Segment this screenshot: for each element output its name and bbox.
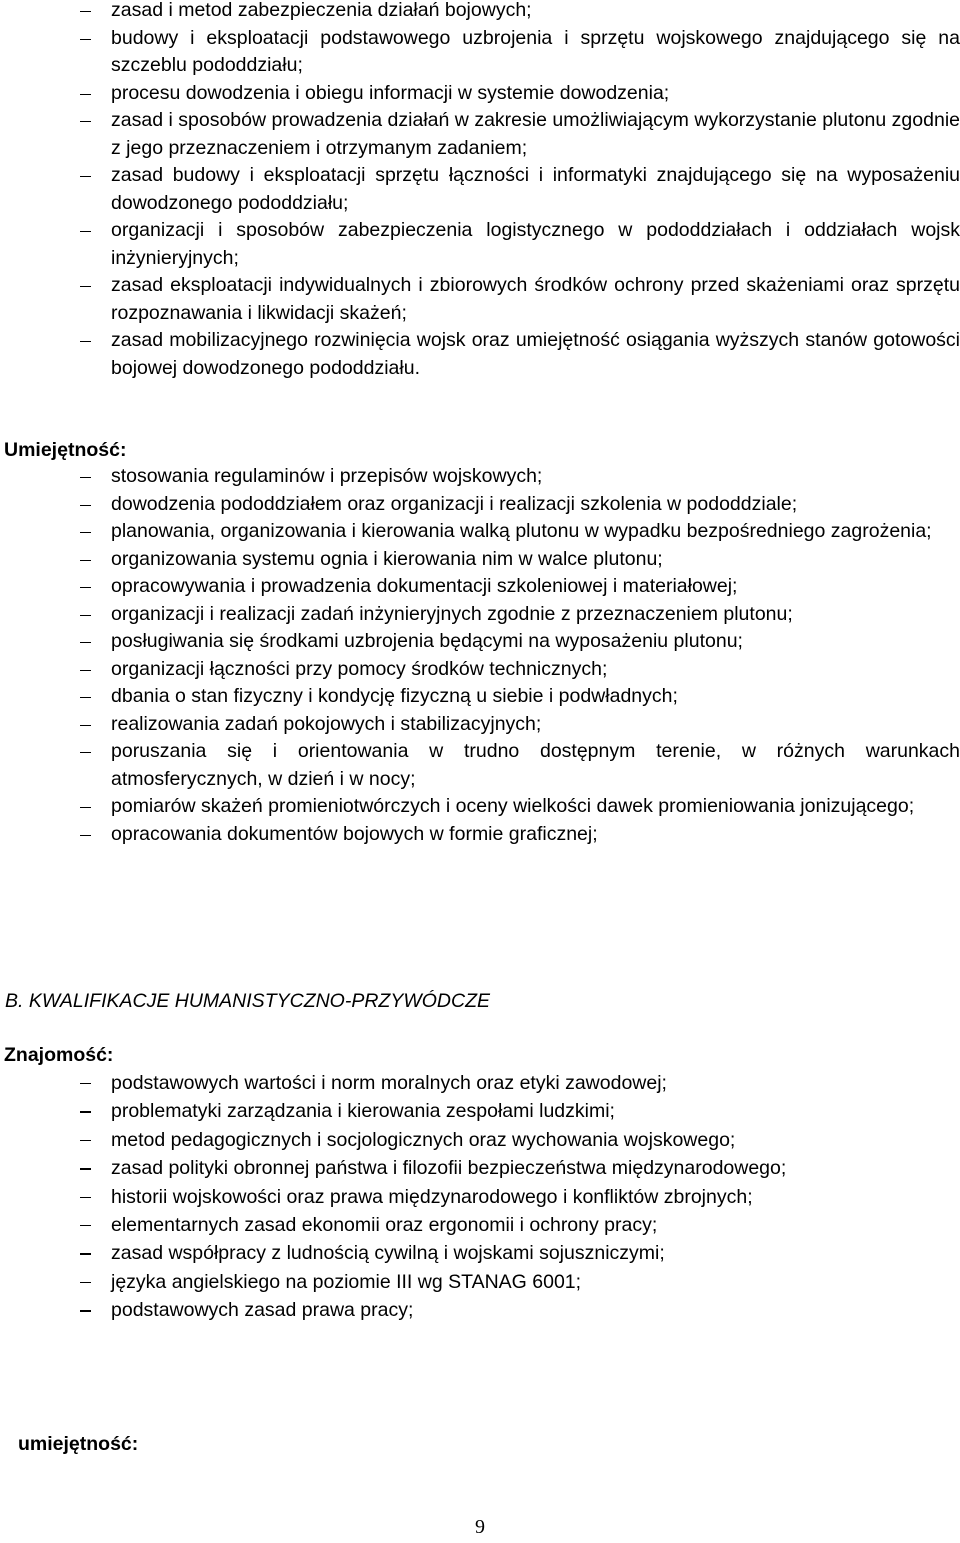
list-item bbox=[0, 1097, 960, 1125]
dash-bullet-icon bbox=[80, 807, 91, 808]
list-item bbox=[0, 628, 960, 656]
dash-bullet-icon bbox=[80, 1253, 91, 1254]
dash-bullet-icon bbox=[80, 1197, 91, 1198]
dash-bullet-icon bbox=[80, 231, 91, 232]
list-item-text: dbania o stan fizyczny i kondycję fizyczną u siebie i podwładnych; bbox=[111, 685, 678, 707]
list-item bbox=[0, 738, 960, 793]
knowledge-heading: Znajomość: bbox=[4, 1044, 114, 1066]
list-item bbox=[0, 711, 960, 739]
skills-heading: Umiejętność: bbox=[4, 439, 127, 461]
list-item bbox=[0, 0, 960, 25]
list-item bbox=[0, 1154, 960, 1182]
dash-bullet-icon bbox=[80, 505, 91, 506]
list-item-text: organizacji i sposobów zabezpieczenia logistycznego w pododdziałach i oddziałach wojsk inżynieryjnych; bbox=[111, 219, 960, 269]
dash-bullet-icon bbox=[80, 1140, 91, 1141]
dash-bullet-icon bbox=[80, 725, 91, 726]
dash-bullet-icon bbox=[80, 697, 91, 698]
list-item bbox=[0, 80, 960, 108]
list-item-text: historii wojskowości oraz prawa międzynarodowego i konfliktów zbrojnych; bbox=[111, 1185, 753, 1208]
list-item-text: języka angielskiego na poziomie III wg STANAG 6001; bbox=[111, 1270, 582, 1293]
list-item bbox=[0, 463, 960, 491]
dash-bullet-icon bbox=[80, 341, 91, 342]
dash-bullet-icon bbox=[80, 1111, 91, 1112]
dash-bullet-icon bbox=[80, 560, 91, 561]
list-item bbox=[0, 1239, 960, 1267]
dash-bullet-icon bbox=[80, 1168, 91, 1169]
list-item-text: poruszania się i orientowania w trudno dostępnym terenie, w różnych warunkach atmosferycznych, w dzień i w nocy; bbox=[111, 740, 960, 790]
list-item-text: opracowywania i prowadzenia dokumentacji szkoleniowej i materiałowej; bbox=[111, 575, 738, 597]
list-item-text: planowania, organizowania i kierowania walką plutonu w wypadku bezpośredniego zagrożenia; bbox=[111, 520, 932, 542]
dash-bullet-icon bbox=[80, 1282, 91, 1283]
list-item-text: elementarnych zasad ekonomii oraz ergonomii i ochrony pracy; bbox=[111, 1214, 658, 1237]
dash-bullet-icon bbox=[80, 615, 91, 616]
dash-bullet-icon bbox=[80, 642, 91, 643]
list-item-text: zasad i sposobów prowadzenia działań w zakresie umożliwiającym wykorzystanie plutonu zgodnie z jego przeznaczeniem i otrzymanym zadaniem; bbox=[111, 109, 960, 159]
list-item-text: organizacji i realizacji zadań inżynieryjnych zgodnie z przeznaczeniem plutonu; bbox=[111, 602, 793, 625]
dash-bullet-icon bbox=[80, 1225, 91, 1226]
list-item-text: zasad i metod zabezpieczenia działań bojowych; bbox=[111, 0, 532, 21]
list-item bbox=[0, 1268, 960, 1296]
list-item-text: stosowania regulaminów i przepisów wojskowych; bbox=[111, 465, 543, 487]
dash-bullet-icon bbox=[80, 670, 91, 671]
skills-lower-heading: umiejętność: bbox=[18, 1433, 139, 1455]
dash-bullet-icon bbox=[80, 286, 91, 287]
list-item-text: podstawowych zasad prawa pracy; bbox=[111, 1299, 414, 1322]
list-item bbox=[0, 821, 960, 849]
section-b-title: B. KWALIFIKACJE HUMANISTYCZNO-PRZYWÓDCZE bbox=[5, 990, 491, 1012]
list-item bbox=[0, 793, 960, 821]
list-item-text: posługiwania się środkami uzbrojenia będącymi na wyposażeniu plutonu; bbox=[111, 630, 743, 652]
dash-bullet-icon bbox=[80, 1083, 91, 1084]
list-item bbox=[0, 518, 960, 546]
dash-bullet-icon bbox=[80, 835, 91, 836]
list-item bbox=[0, 217, 960, 272]
list-item bbox=[0, 107, 960, 162]
list-item bbox=[0, 272, 960, 327]
page-number: 9 bbox=[475, 1516, 485, 1538]
knowledge-continued-list bbox=[0, 0, 960, 382]
list-item-text: organizowania systemu ognia i kierowania nim w walce plutonu; bbox=[111, 547, 663, 570]
list-item bbox=[0, 1211, 960, 1239]
dash-bullet-icon bbox=[80, 1310, 91, 1311]
list-item-text: organizacji łączności przy pomocy środków technicznych; bbox=[111, 657, 608, 680]
list-item bbox=[0, 1069, 960, 1097]
dash-bullet-icon bbox=[80, 176, 91, 177]
list-item-text: realizowania zadań pokojowych i stabilizacyjnych; bbox=[111, 712, 542, 735]
list-item bbox=[0, 25, 960, 80]
list-item bbox=[0, 656, 960, 684]
list-item bbox=[0, 491, 960, 519]
list-item-text: problematyki zarządzania i kierowania zespołami ludzkimi; bbox=[111, 1100, 615, 1123]
knowledge-list bbox=[0, 1069, 960, 1325]
list-item-text: opracowania dokumentów bojowych w formie graficznej; bbox=[111, 822, 598, 845]
list-item-text: budowy i eksploatacji podstawowego uzbrojenia i sprzętu wojskowego znajdującego się na szczeblu pododdziału; bbox=[111, 26, 960, 76]
dash-bullet-icon bbox=[80, 532, 91, 533]
list-item bbox=[0, 1296, 960, 1324]
list-item-text: zasad eksploatacji indywidualnych i zbiorowych środków ochrony przed skażeniami oraz sprzętu rozpoznawania i likwidacji skażeń; bbox=[111, 274, 960, 324]
list-item-text: zasad współpracy z ludnością cywilną i wojskami sojuszniczymi; bbox=[111, 1242, 665, 1265]
list-item-text: zasad polityki obronnej państwa i filozofii bezpieczeństwa międzynarodowego; bbox=[111, 1157, 787, 1180]
list-item bbox=[0, 162, 960, 217]
dash-bullet-icon bbox=[80, 121, 91, 122]
list-item bbox=[0, 573, 960, 601]
list-item-text: dowodzenia pododdziałem oraz organizacji i realizacji szkolenia w pododdziale; bbox=[111, 492, 798, 515]
dash-bullet-icon bbox=[80, 477, 91, 478]
list-item-text: procesu dowodzenia i obiegu informacji w systemie dowodzenia; bbox=[111, 81, 670, 104]
list-item bbox=[0, 601, 960, 629]
dash-bullet-icon bbox=[80, 11, 91, 12]
skills-list bbox=[0, 463, 960, 848]
dash-bullet-icon bbox=[80, 39, 91, 40]
dash-bullet-icon bbox=[80, 587, 91, 588]
list-item-text: zasad budowy i eksploatacji sprzętu łączności i informatyki znajdującego się na wyposażeniu dowodzonego pododdziału; bbox=[111, 164, 960, 214]
list-item-text: podstawowych wartości i norm moralnych oraz etyki zawodowej; bbox=[111, 1072, 667, 1094]
list-item bbox=[0, 1183, 960, 1211]
dash-bullet-icon bbox=[80, 94, 91, 95]
list-item bbox=[0, 546, 960, 574]
list-item-text: pomiarów skażeń promieniotwórczych i oceny wielkości dawek promieniowania jonizującego; bbox=[111, 795, 915, 817]
list-item-text: metod pedagogicznych i socjologicznych oraz wychowania wojskowego; bbox=[111, 1128, 736, 1151]
dash-bullet-icon bbox=[80, 752, 91, 753]
list-item bbox=[0, 327, 960, 382]
list-item bbox=[0, 1126, 960, 1154]
list-item-text: zasad mobilizacyjnego rozwinięcia wojsk oraz umiejętność osiągania wyższych stanów gotowości bojowej dowodzonego pododdziału. bbox=[111, 329, 960, 379]
list-item bbox=[0, 683, 960, 711]
